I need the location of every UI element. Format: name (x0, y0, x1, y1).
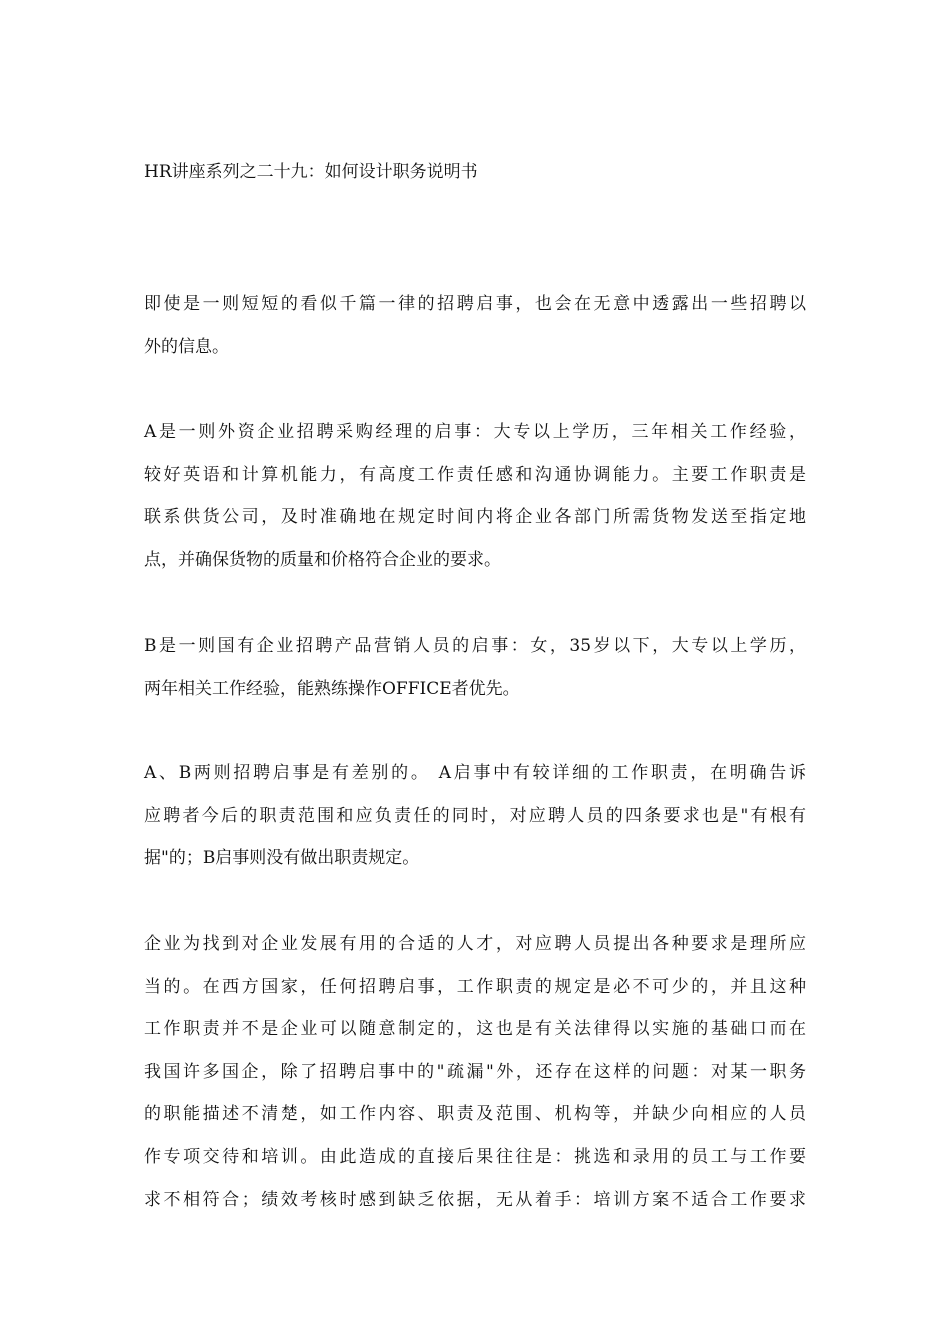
text-line: 我国许多国企，除了招聘启事中的"疏漏"外，还存在这样的问题：对某一职务 (144, 1061, 806, 1082)
text-line: 两年相关工作经验，能熟练操作OFFICE者优先。 (144, 678, 520, 699)
paragraph-intro (144, 283, 806, 368)
text-line: 即使是一则短短的看似千篇一律的招聘启事，也会在无意中透露出一些招聘以 (144, 294, 806, 314)
text-line: 据"的；B启事则没有做出职责规定。 (144, 848, 420, 869)
text-line: 点，并确保货物的质量和价格符合企业的要求。 (144, 549, 501, 570)
text-line: 较好英语和计算机能力，有高度工作责任感和沟通协调能力。主要工作职责是 (144, 464, 806, 485)
text-line: 工作职责并不是企业可以随意制定的，这也是有关法律得以实施的基础口而在 (144, 1019, 806, 1040)
paragraph-analysis (144, 923, 806, 1221)
text-line: B是一则国有企业招聘产品营销人员的启事：女，35岁以下，大专以上学历， (144, 636, 806, 656)
text-line: 作专项交待和培训。由此造成的直接后果往往是：挑选和录用的员工与工作要 (144, 1146, 806, 1167)
paragraph-example-a (144, 411, 806, 581)
text-line: A、B两则招聘启事是有差别的。 A启事中有较详细的工作职责，在明确告诉 (144, 763, 806, 783)
text-line: 的职能描述不清楚，如工作内容、职责及范围、机构等，并缺少向相应的人员 (144, 1104, 806, 1125)
text-line: 当的。在西方国家，任何招聘启事，工作职责的规定是必不可少的，并且这种 (144, 976, 806, 997)
text-line: 应聘者今后的职责范围和应负责任的同时，对应聘人员的四条要求也是"有根有 (144, 805, 806, 826)
text-line: 外的信息。 (144, 336, 229, 357)
text-line: A是一则外资企业招聘采购经理的启事：大专以上学历，三年相关工作经验， (144, 422, 806, 442)
text-line: 求不相符合；绩效考核时感到缺乏依据，无从着手：培训方案不适合工作要求 (144, 1189, 806, 1210)
text-line: 企业为找到对企业发展有用的合适的人才，对应聘人员提出各种要求是理所应 (144, 934, 806, 954)
paragraph-example-b (144, 625, 806, 710)
document-title: HR讲座系列之二十九：如何设计职务说明书 (144, 162, 478, 182)
paragraph-comparison (144, 752, 806, 880)
text-line: 联系供货公司，及时准确地在规定时间内将企业各部门所需货物发送至指定地 (144, 507, 806, 528)
